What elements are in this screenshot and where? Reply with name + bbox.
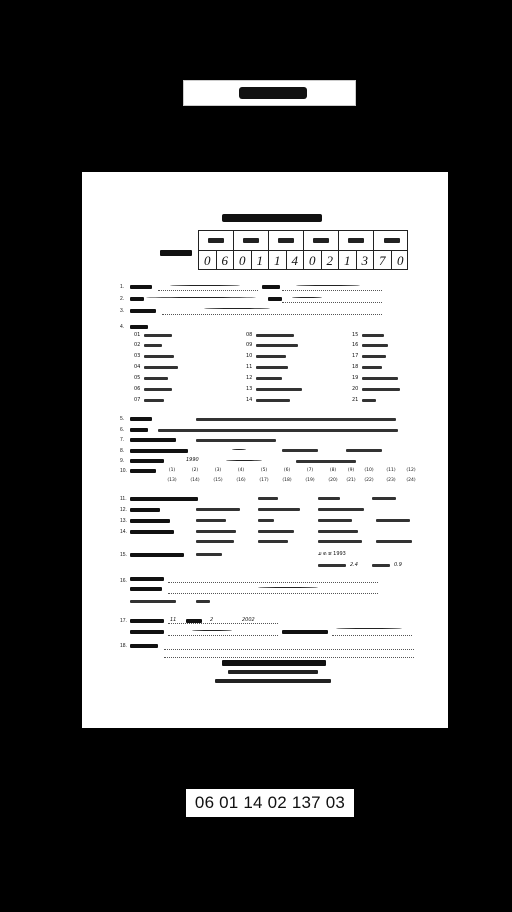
- item-number: 16.: [120, 578, 127, 584]
- item-number: 17.: [120, 618, 127, 624]
- item-number: 12.: [120, 507, 127, 513]
- code-digit: 4: [287, 251, 305, 270]
- code-digit: 0: [234, 251, 252, 270]
- form-header-label: [183, 80, 356, 106]
- option-row: [318, 508, 364, 511]
- list-code: 16: [352, 342, 359, 348]
- code-digit: 1: [339, 251, 357, 270]
- item-number: 10.: [120, 468, 127, 474]
- list-option: [256, 334, 294, 337]
- option-row: [318, 564, 346, 567]
- signature-year: 2002: [242, 617, 255, 623]
- item-label: [130, 587, 162, 591]
- list-option: [144, 344, 162, 347]
- code-grid-header-cell: [339, 231, 374, 251]
- item-label: [130, 519, 170, 523]
- footer-institution-line: [215, 679, 331, 683]
- option-number: (8): [329, 468, 337, 473]
- handwritten-signature: [336, 628, 402, 629]
- fill-line: [282, 302, 382, 303]
- option-number: (22): [364, 478, 374, 483]
- list-option: [362, 366, 382, 369]
- option-number: (13): [167, 478, 177, 483]
- item-number: 14.: [120, 529, 127, 535]
- list-option: [144, 399, 164, 402]
- handwritten-entry: [232, 449, 246, 450]
- code-grid-header-row: [199, 231, 407, 251]
- list-option: [256, 355, 286, 358]
- option-row: [196, 508, 240, 511]
- list-option: [362, 344, 388, 347]
- list-code: 18: [352, 364, 359, 370]
- option-row: [318, 530, 358, 533]
- code-grid-header-cell: [304, 231, 339, 251]
- code-digit: 3: [357, 251, 375, 270]
- list-code: 15: [352, 332, 359, 338]
- list-code: 17: [352, 353, 359, 359]
- item-label: [130, 530, 174, 534]
- option-number: (5): [260, 468, 268, 473]
- option-number: (9): [347, 468, 355, 473]
- item-number: 7.: [120, 437, 125, 443]
- option-row: [196, 600, 210, 603]
- list-option: [144, 355, 174, 358]
- handwritten-entry: [170, 285, 240, 286]
- fill-line: [158, 290, 258, 291]
- option-row: [318, 497, 340, 500]
- item-label: [130, 297, 144, 301]
- item-label: [130, 285, 152, 289]
- item-number: 13.: [120, 518, 127, 524]
- code-digit: 0: [397, 253, 404, 268]
- item-label: [282, 630, 328, 634]
- option-number: (16): [236, 478, 246, 483]
- footer-institution-line: [222, 660, 326, 666]
- list-code: 12: [246, 375, 253, 381]
- option-row: [158, 429, 398, 432]
- handwritten-entry: [226, 460, 262, 461]
- code-grid-side-label: [160, 250, 192, 256]
- item-label: [130, 630, 164, 634]
- list-option: [362, 334, 384, 337]
- census-form-sheet: [82, 172, 448, 728]
- item-label: [130, 449, 188, 453]
- code-digit: 0: [199, 251, 217, 270]
- list-option: [256, 377, 282, 380]
- code-grid: [198, 230, 408, 270]
- handwritten-entry: [296, 285, 360, 286]
- list-code: 10: [246, 353, 253, 359]
- option-number: (4): [237, 468, 245, 473]
- item-label: [130, 459, 164, 463]
- option-number: (15): [213, 478, 223, 483]
- code-digit: 1: [252, 251, 270, 270]
- option-row: [196, 439, 276, 442]
- code-grid-digit-row: [199, 251, 407, 270]
- list-option: [256, 388, 302, 391]
- item-number: 9.: [120, 458, 125, 464]
- list-code: 09: [246, 342, 253, 348]
- option-row: [258, 530, 294, 533]
- handwritten-entry: [292, 297, 322, 298]
- option-number: (7): [306, 468, 314, 473]
- list-code: 05: [134, 375, 141, 381]
- form-title-block: [222, 214, 322, 222]
- option-row: [318, 519, 352, 522]
- ext-date: ມ ຄ ຮ 1993: [318, 551, 346, 557]
- id-code-label: 06 01 14 02 137 03: [186, 789, 354, 817]
- list-option: [256, 399, 290, 402]
- option-row: [258, 508, 300, 511]
- option-row: [376, 540, 412, 543]
- date-fragment: 2.4: [350, 562, 358, 568]
- code-digit: 2: [322, 251, 340, 270]
- item-label: [130, 438, 176, 442]
- list-code: 06: [134, 386, 141, 392]
- list-code: 14: [246, 397, 253, 403]
- option-number: (21): [346, 478, 356, 483]
- option-number: (2): [191, 468, 199, 473]
- item-number: 11.: [120, 496, 127, 502]
- option-row: [372, 497, 396, 500]
- list-code: 08: [246, 332, 253, 338]
- option-number: (1): [168, 468, 176, 473]
- code-digit: 0: [304, 251, 322, 270]
- item-label: [130, 497, 198, 501]
- list-code: 13: [246, 386, 253, 392]
- fill-line: [282, 290, 382, 291]
- list-option: [256, 344, 298, 347]
- item-label: [262, 285, 280, 289]
- code-grid-header-cell: [269, 231, 304, 251]
- option-number: (18): [282, 478, 292, 483]
- code-digit: 7: [374, 251, 392, 270]
- list-option: [144, 377, 168, 380]
- fill-line: [168, 582, 378, 583]
- option-row: [258, 540, 288, 543]
- option-row: [196, 519, 226, 522]
- option-row: [258, 519, 274, 522]
- option-row: [258, 497, 278, 500]
- list-code: 11: [246, 364, 253, 370]
- list-code: 04: [134, 364, 141, 370]
- option-row: [130, 600, 176, 603]
- option-row: [346, 449, 382, 452]
- option-number: (19): [305, 478, 315, 483]
- item-number: 6.: [120, 427, 125, 433]
- item-number: 2.: [120, 296, 125, 302]
- list-option: [362, 355, 386, 358]
- item-label: [130, 309, 156, 313]
- handwritten-entry: [146, 297, 256, 298]
- option-number: (10): [364, 468, 374, 473]
- item-label: [130, 644, 158, 648]
- option-number: (24): [406, 478, 416, 483]
- signature-day: 11: [170, 617, 177, 623]
- option-number: (23): [386, 478, 396, 483]
- option-row: [296, 460, 356, 463]
- item-label: [130, 619, 164, 623]
- header-label-text-block: [239, 87, 307, 99]
- footer-institution-line: [228, 670, 318, 674]
- code-grid-header-cell: [374, 231, 409, 251]
- item-label: [130, 325, 148, 329]
- option-row: [282, 449, 318, 452]
- option-row: [318, 540, 362, 543]
- item-number: 8.: [120, 448, 125, 454]
- list-option: [362, 388, 400, 391]
- option-number: (3): [214, 468, 222, 473]
- list-option: [362, 399, 376, 402]
- item-label: [130, 428, 148, 432]
- code-digit: 1: [269, 251, 287, 270]
- option-row: [196, 418, 396, 421]
- fill-line: [332, 635, 412, 636]
- option-number: (11): [386, 468, 396, 473]
- option-number: (6): [283, 468, 291, 473]
- item-number: 4.: [120, 324, 125, 330]
- code-grid-header-cell: [199, 231, 234, 251]
- item-label: [130, 553, 184, 557]
- item-label: [268, 297, 282, 301]
- item-number: 3.: [120, 308, 125, 314]
- date-fragment: 0.9: [394, 562, 402, 568]
- list-code: 01: [134, 332, 141, 338]
- item-number: 1.: [120, 284, 125, 290]
- fill-line: [162, 314, 382, 315]
- list-code: 19: [352, 375, 359, 381]
- list-option: [144, 334, 172, 337]
- code-grid-header-cell: [234, 231, 269, 251]
- handwritten-entry: [258, 587, 318, 588]
- item-label: [130, 417, 152, 421]
- handwritten-entry: [204, 308, 270, 309]
- list-code: 07: [134, 397, 141, 403]
- item-number: 18.: [120, 643, 127, 649]
- list-code: 21: [352, 397, 359, 403]
- fill-line: [164, 649, 414, 650]
- item-number: 5.: [120, 416, 125, 422]
- list-code: 02: [134, 342, 141, 348]
- fill-line: [168, 623, 278, 624]
- option-number: (14): [190, 478, 200, 483]
- option-number: (17): [259, 478, 269, 483]
- option-row: [196, 540, 234, 543]
- code-digit: 6: [217, 251, 235, 270]
- item-label: [130, 508, 160, 512]
- birth-year-value: 1990: [186, 457, 199, 463]
- fill-line: [168, 635, 278, 636]
- list-option: [144, 388, 172, 391]
- handwritten-signature: [192, 630, 232, 631]
- signature-month: 2: [210, 617, 214, 623]
- option-row: [372, 564, 390, 567]
- option-number: (12): [406, 468, 416, 473]
- option-row: [196, 553, 222, 556]
- fill-line: [168, 593, 378, 594]
- list-option: [362, 377, 398, 380]
- option-row: [196, 530, 236, 533]
- list-option: [256, 366, 288, 369]
- list-code: 03: [134, 353, 141, 359]
- list-code: 20: [352, 386, 359, 392]
- item-number: 15.: [120, 552, 127, 558]
- option-number: (20): [328, 478, 338, 483]
- list-option: [144, 366, 178, 369]
- item-label: [130, 577, 164, 581]
- fill-line: [164, 657, 414, 658]
- item-label: [130, 469, 156, 473]
- option-row: [376, 519, 410, 522]
